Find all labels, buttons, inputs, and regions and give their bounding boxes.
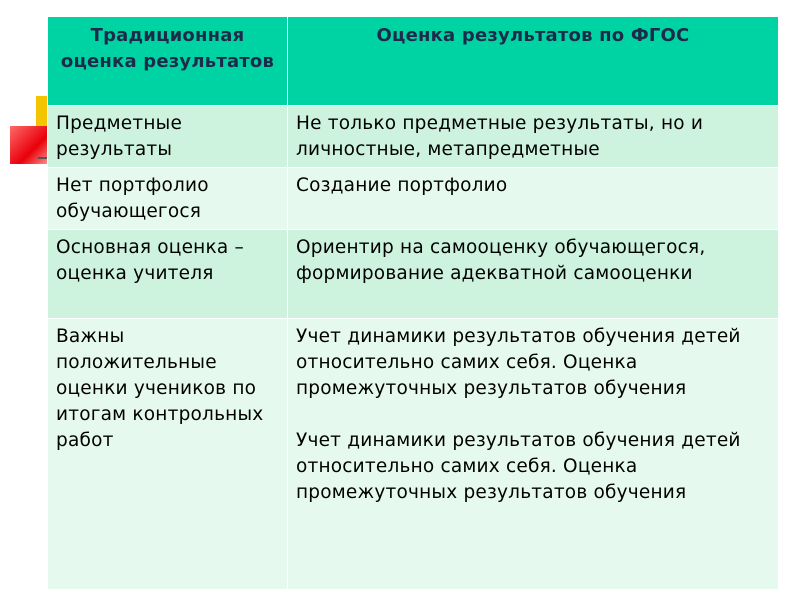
cell-text: Ориентир на самооценку обучающегося, формирование адекватной самооценки <box>296 237 706 284</box>
table-row <box>48 168 779 230</box>
header-traditional: Традиционная оценка результатов <box>48 17 288 106</box>
cell-text: Основная оценка – оценка учителя <box>56 237 244 284</box>
table-row <box>48 319 779 590</box>
cell-text: Не только предметные результаты, но и личностные, метапредметные <box>296 113 704 160</box>
header-fgos: Оценка результатов по ФГОС <box>288 17 779 106</box>
table-row <box>48 106 779 168</box>
cell-text: Учет динамики результатов обучения детей относительно самих себя. Оценка промежуточных результатов обучения Учет динамики результатов обучения детей относительно самих себя. Оценка промежуточных результатов обучения <box>296 326 741 503</box>
cell-fgos <box>288 230 779 319</box>
cell-traditional <box>48 106 288 168</box>
cell-fgos <box>288 319 779 590</box>
cell-fgos <box>288 168 779 230</box>
cell-traditional <box>48 168 288 230</box>
cell-traditional <box>48 230 288 319</box>
cell-text: Предметные результаты <box>56 113 183 160</box>
table-row <box>48 230 779 319</box>
cell-text: Создание портфолио <box>296 175 508 196</box>
cell-fgos <box>288 106 779 168</box>
table-header-row <box>48 17 779 106</box>
cell-text: Нет портфолио обучающегося <box>56 175 209 222</box>
cell-traditional <box>48 319 288 590</box>
cell-text: Важны положительные оценки учеников по итогам контрольных работ <box>56 326 264 451</box>
comparison-table <box>47 16 779 590</box>
